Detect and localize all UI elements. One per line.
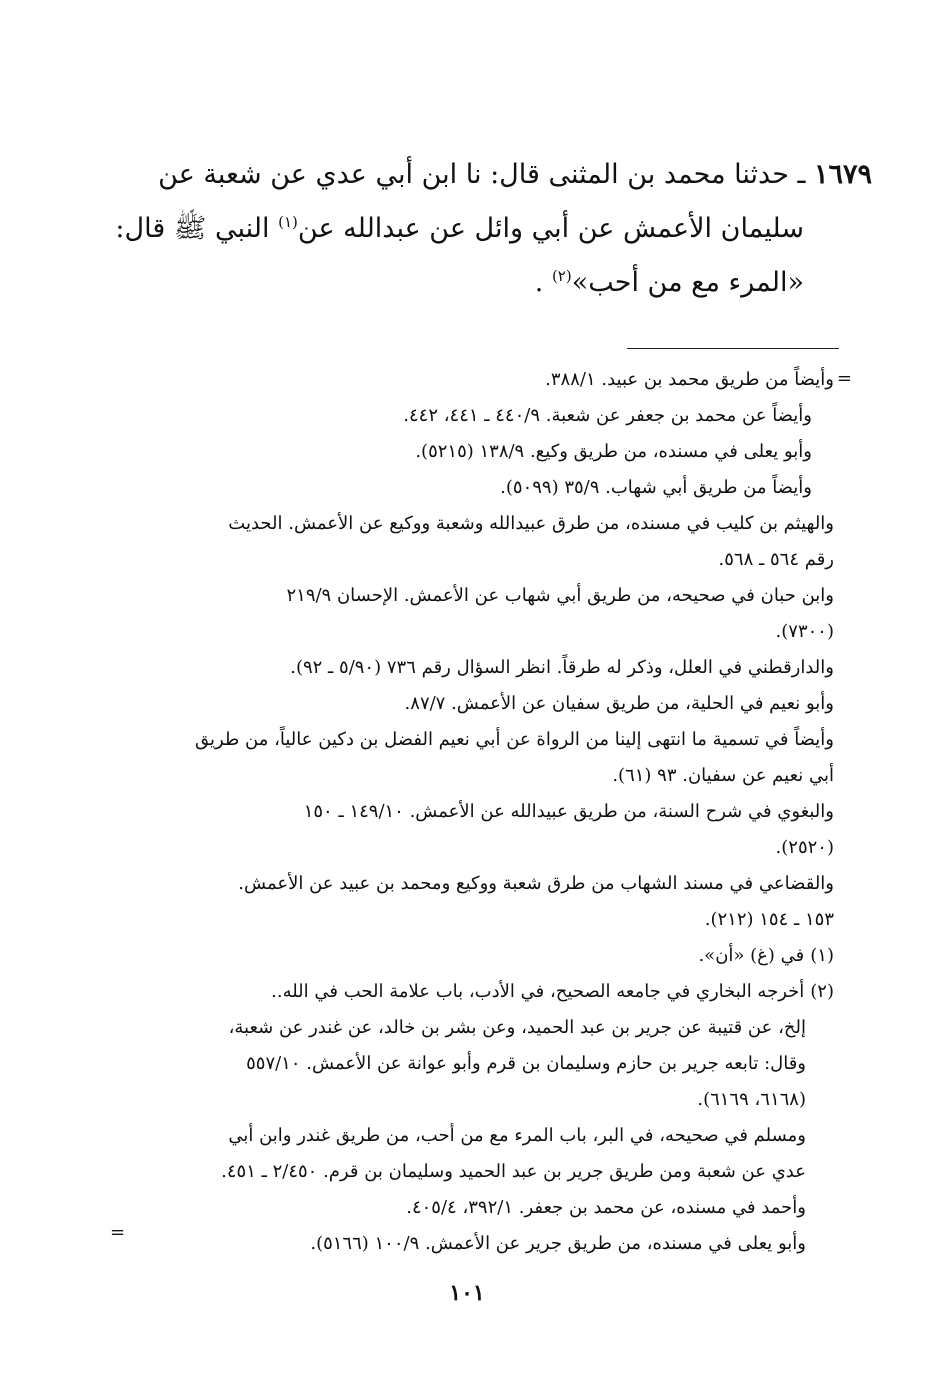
note-line: وابن حبان في صحيحه، من طريق أبي شهاب عن الأعمش. الإحسان ٢١٩/٩ <box>286 585 834 606</box>
hadith-line-1 <box>132 148 872 202</box>
footnote-2-text: أخرجه البخاري في جامعه الصحيح، في الأدب، باب علامة الحب في الله.. <box>271 981 805 1002</box>
footnote-2-line: عدي عن شعبة ومن طريق جرير بن عبد الحميد وسليمان بن قرم. ٢/٤٥٠ ـ ٤٥١. <box>221 1161 806 1182</box>
footnote-2-line: وقال: تابعه جرير بن حازم وسليمان بن قرم وأبو عوانة عن الأعمش. ٥٥٧/١٠ <box>246 1053 806 1074</box>
note-line: والدارقطني في العلل، وذكر له طرقاً. انظر السؤال رقم ٧٣٦ (٥/٩٠ ـ ٩٢). <box>290 657 834 678</box>
hadith-text <box>115 148 872 310</box>
hadith-line-3 <box>132 256 872 310</box>
note-line: والقضاعي في مسند الشهاب من طرق شعبة ووكيع ومحمد بن عبيد عن الأعمش. <box>238 873 834 894</box>
hadith-line-2-text-b: النبي ﷺ قال: <box>115 213 279 244</box>
footnote-1-number: (١) <box>810 945 834 966</box>
note-line: وأيضاً عن محمد بن جعفر عن شعبة. ٤٤٠/٩ ـ ٤٤١، ٤٤٢. <box>403 405 812 426</box>
hadith-line-2 <box>115 202 872 256</box>
continuation-mark-start: = <box>836 368 852 389</box>
hadith-number: ١٦٧٩ <box>813 159 872 190</box>
footnote-ref-2[interactable]: (٢) <box>551 267 572 285</box>
note-line: وأيضاً من طريق أبي شهاب. ٣٥/٩ (٥٠٩٩). <box>500 477 812 498</box>
note-line: رقم ٥٦٤ ـ ٥٦٨. <box>718 549 834 570</box>
note-line: أبي نعيم عن سفيان. ٩٣ (٦١). <box>612 765 834 786</box>
hadith-line-3-text-b: . <box>534 267 552 298</box>
footnote-2-line: وأحمد في مسنده، عن محمد بن جعفر. ٣٩٢/١، ٤٠٥/٤. <box>406 1197 806 1218</box>
note-line: ١٥٣ ـ ١٥٤ (٢١٢). <box>704 909 834 930</box>
footnote-1 <box>134 938 834 974</box>
footnote-2-line: ومسلم في صحيحه، في البر، باب المرء مع من أحب، من طريق غندر وابن أبي <box>228 1125 806 1146</box>
continuation-mark-end: = <box>110 1222 126 1243</box>
note-line: وأيضاً من طريق محمد بن عبيد. ٣٨٨/١. <box>545 369 834 390</box>
footnote-2-number: (٢) <box>810 981 834 1002</box>
note-line: والبغوي في شرح السنة، من طريق عبيدالله عن الأعمش. ١٤٩/١٠ ـ ١٥٠ <box>303 801 834 822</box>
page-number: ١٠١ <box>449 1280 485 1306</box>
note-line: (٧٣٠٠). <box>775 621 834 642</box>
footnote-2-line: وأبو يعلى في مسنده، من طريق جرير عن الأعمش. ١٠٠/٩ (٥١٦٦). <box>310 1233 806 1254</box>
footnote-2-line: (٦١٦٨، ٦١٦٩). <box>697 1089 806 1110</box>
hadith-line-2-text-a: سليمان الأعمش عن أبي وائل عن عبدالله عن <box>297 213 804 244</box>
note-line: وأيضاً في تسمية ما انتهى إلينا من الرواة عن أبي نعيم الفضل بن دكين عالياً، من طريق <box>195 729 834 750</box>
note-line: (٢٥٢٠). <box>775 837 834 858</box>
note-line: وأبو نعيم في الحلية، من طريق سفيان عن الأعمش. ٨٧/٧. <box>404 693 834 714</box>
note-line: وأبو يعلى في مسنده، من طريق وكيع. ١٣٨/٩ (٥٢١٥). <box>415 441 812 462</box>
footnotes-area <box>134 362 834 1262</box>
footnote-2 <box>134 974 834 1010</box>
hadith-line-1-text: ـ حدثنا محمد بن المثنى قال: نا ابن أبي عدي عن شعبة عن <box>158 159 806 190</box>
footnote-separator <box>627 348 839 349</box>
footnote-ref-1[interactable]: (١) <box>278 213 298 231</box>
note-line: والهيثم بن كليب في مسنده، من طرق عبيدالله وشعبة ووكيع عن الأعمش. الحديث <box>228 513 834 534</box>
hadith-line-3-text-a: «المرء مع من أحب» <box>571 267 804 298</box>
footnote-2-line: إلخ، عن قتيبة عن جرير بن عبد الحميد، وعن بشر بن خالد، عن غندر عن شعبة، <box>228 1017 806 1038</box>
footnote-1-text: في (غ) «أن». <box>698 945 805 966</box>
